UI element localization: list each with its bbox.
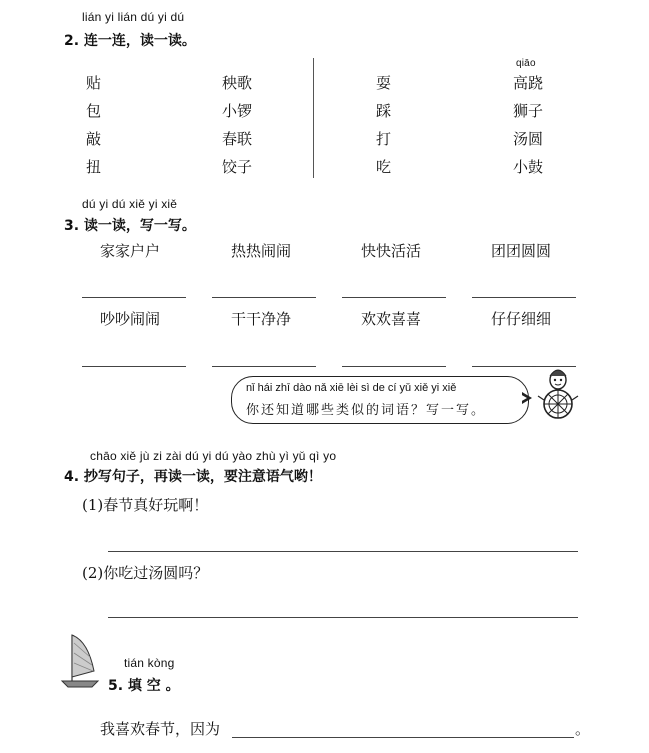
question-1: (1)春节真好玩啊！ (82, 496, 209, 514)
writing-line[interactable] (212, 366, 316, 367)
match-item[interactable]: 耍 (376, 74, 392, 92)
bubble-text: 你还知道哪些类似的词语？写一写。 (246, 403, 487, 418)
fill-blank-line[interactable] (232, 737, 574, 738)
reading-word: 吵吵闹闹 (100, 310, 161, 328)
match-item[interactable]: 汤圆 (513, 130, 544, 148)
section4-title: 4. 抄写句子，再读一读，要注意语气哟！ (64, 469, 322, 485)
writing-line[interactable] (212, 297, 316, 298)
match-item[interactable]: 打 (376, 130, 392, 148)
match-item[interactable]: 高跷 (513, 74, 544, 92)
reading-word: 团团圆圆 (491, 242, 552, 260)
qiao-pinyin: qiāo (516, 58, 536, 69)
match-item[interactable]: 秧歌 (222, 74, 253, 92)
reading-word: 快快活活 (361, 242, 422, 260)
match-item[interactable]: 贴 (86, 74, 102, 92)
match-item[interactable]: 狮子 (513, 102, 544, 120)
match-item[interactable]: 包 (86, 102, 102, 120)
reading-word: 仔仔细细 (491, 310, 552, 328)
match-item[interactable]: 踩 (376, 102, 392, 120)
section5-pinyin: tián kòng (124, 656, 175, 670)
writing-line[interactable] (472, 297, 576, 298)
reading-word: 热热闹闹 (231, 242, 292, 260)
match-item[interactable]: 敲 (86, 130, 102, 148)
fill-prompt: 我喜欢春节，因为 (100, 720, 221, 738)
section4-pinyin: chāo xiě jù zi zài dú yi dú yào zhù yì yǔ qì yo (90, 449, 337, 463)
reading-word: 家家户户 (100, 242, 161, 260)
writing-line[interactable] (82, 297, 186, 298)
match-item[interactable]: 饺子 (222, 158, 253, 176)
column-divider (313, 58, 314, 178)
writing-line[interactable] (342, 297, 446, 298)
reading-word: 干干净净 (231, 310, 292, 328)
writing-line[interactable] (342, 366, 446, 367)
match-item[interactable]: 小锣 (222, 102, 253, 120)
section5-title: 5. 填 空 。 (108, 678, 180, 694)
match-item[interactable]: 春联 (222, 130, 253, 148)
reading-word: 欢欢喜喜 (361, 310, 422, 328)
fill-end-mark: 。 (575, 720, 591, 738)
section3-pinyin: dú yi dú xiě yi xiě (82, 197, 178, 211)
sailboat-icon (60, 631, 100, 691)
cartoon-character-icon (534, 366, 582, 422)
match-item[interactable]: 扭 (86, 158, 102, 176)
bubble-pinyin: nǐ hái zhī dào nǎ xiē lèi sì de cí yǔ xiě yi xiě (246, 382, 457, 394)
answer-line-2[interactable] (108, 617, 578, 618)
question-2: (2)你吃过汤圆吗？ (82, 564, 209, 582)
writing-line[interactable] (82, 366, 186, 367)
answer-line-1[interactable] (108, 551, 578, 552)
section3-title: 3. 读一读，写一写。 (64, 218, 196, 234)
section2-title: 2. 连一连，读一读。 (64, 33, 196, 49)
match-item[interactable]: 小鼓 (513, 158, 544, 176)
match-item[interactable]: 吃 (376, 158, 392, 176)
section2-pinyin: lián yi lián dú yi dú (82, 10, 185, 24)
